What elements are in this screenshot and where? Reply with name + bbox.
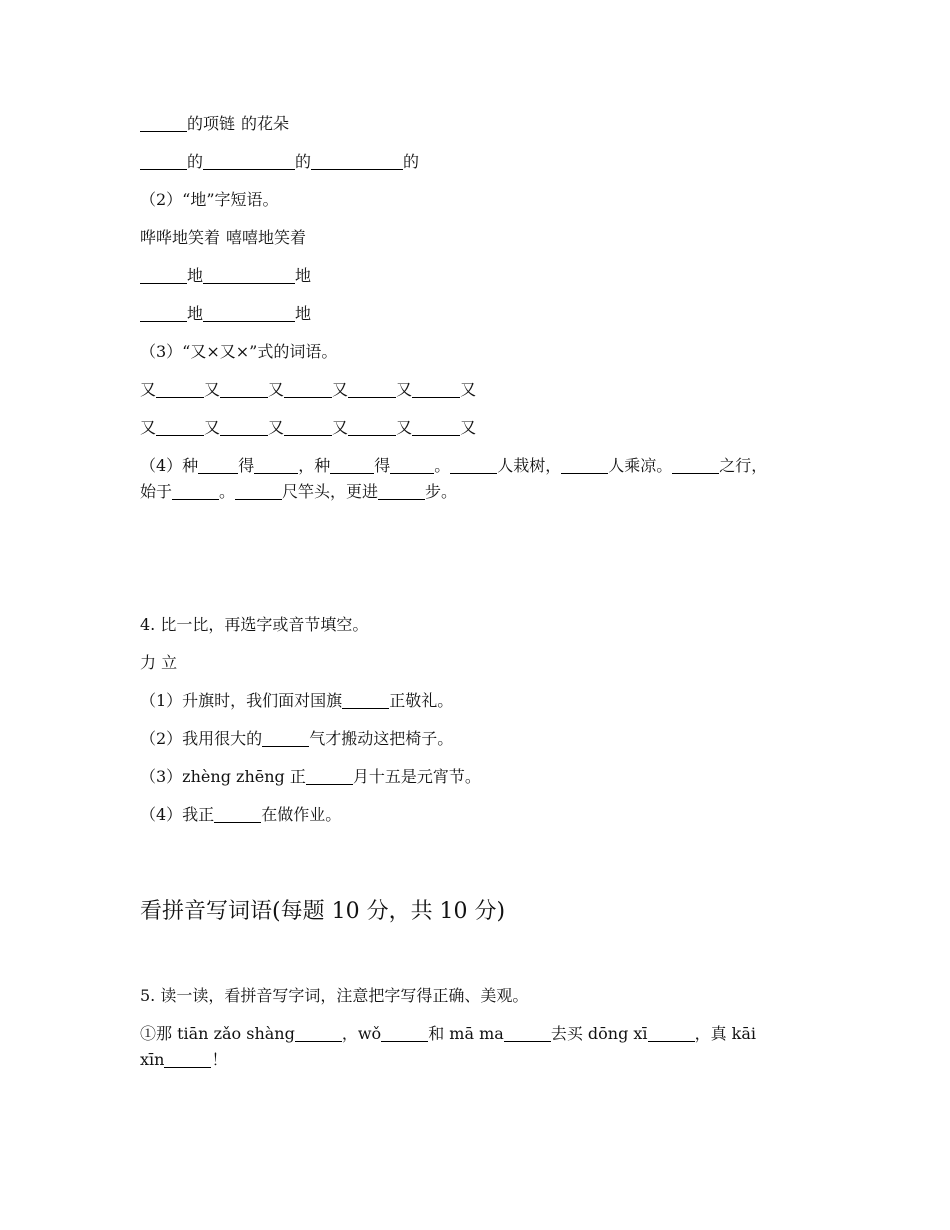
blank[interactable] <box>648 1025 695 1042</box>
text: 在做作业。 <box>261 805 342 824</box>
text: （4）种 <box>140 456 199 475</box>
text: （1）升旗时，我们面对国旗 <box>140 691 343 710</box>
you-char: 又 <box>140 418 157 437</box>
you-char: 又 <box>268 418 285 437</box>
choices: 力 立 <box>140 653 178 672</box>
text: 的 <box>403 152 420 171</box>
text: 地 <box>187 304 204 323</box>
text: 尺竿头，更进 <box>282 482 379 501</box>
blank[interactable] <box>164 1051 211 1068</box>
blank[interactable] <box>284 419 332 436</box>
text: 的项链 <box>187 114 236 133</box>
text: （4）我正 <box>140 805 215 824</box>
blank[interactable] <box>203 267 295 284</box>
blank[interactable] <box>140 305 187 322</box>
blank[interactable] <box>390 457 434 474</box>
blank[interactable] <box>284 381 332 398</box>
text: 人乘凉。 <box>608 456 673 475</box>
question-4-1 <box>140 691 453 711</box>
you-char: 又 <box>204 418 221 437</box>
question-3-4-line-1 <box>140 456 767 476</box>
question-4-4 <box>140 805 341 825</box>
blank[interactable] <box>412 381 460 398</box>
you-char: 又 <box>140 380 157 399</box>
text: ，wǒ <box>341 1024 382 1043</box>
blank[interactable] <box>330 457 374 474</box>
text: 。 <box>434 456 451 475</box>
text: 的花朵 <box>241 114 290 133</box>
text: 气才搬动这把椅子。 <box>309 729 454 748</box>
blank[interactable] <box>140 267 187 284</box>
text: 哗哗地笑着 <box>140 228 221 247</box>
text: 正敬礼。 <box>389 691 454 710</box>
question-3-2: （2）“地”字短语。 <box>140 190 279 209</box>
text: 和 mā ma <box>428 1024 504 1043</box>
text: 地 <box>295 266 312 285</box>
question-5-title: 5. 读一读，看拼音写字词，注意把字写得正确、美观。 <box>140 986 529 1005</box>
text: 嘻嘻地笑着 <box>226 228 307 247</box>
text: 的 <box>187 152 204 171</box>
text: 得 <box>238 456 255 475</box>
text: 得 <box>374 456 391 475</box>
you-char: 又 <box>268 380 285 399</box>
blank[interactable] <box>140 115 187 132</box>
blank[interactable] <box>295 1025 342 1042</box>
question-4-title: 4. 比一比，再选字或音节填空。 <box>140 615 369 634</box>
text: 始于 <box>140 482 173 501</box>
question-3-3: （3）“又×又×”式的词语。 <box>140 342 338 361</box>
section-heading: 看拼音写词语(每题 10 分，共 10 分) <box>140 899 506 924</box>
blank[interactable] <box>342 692 389 709</box>
blank[interactable] <box>156 419 204 436</box>
blank[interactable] <box>140 153 187 170</box>
text: 。 <box>219 482 236 501</box>
text: ！ <box>211 1050 228 1069</box>
text: ，真 kāi <box>694 1024 757 1043</box>
text: 的 <box>295 152 312 171</box>
text: xīn <box>140 1050 165 1069</box>
text: 之行， <box>719 456 768 475</box>
question-3-4-line-2 <box>140 482 457 502</box>
you-char: 又 <box>460 418 477 437</box>
blank[interactable] <box>561 457 608 474</box>
text: 地 <box>187 266 204 285</box>
blank[interactable] <box>412 419 460 436</box>
text: ①那 tiān zǎo shàng <box>140 1024 295 1043</box>
blank[interactable] <box>672 457 719 474</box>
blank[interactable] <box>203 305 295 322</box>
question-4-2 <box>140 729 453 749</box>
blank[interactable] <box>306 768 353 785</box>
phrase-line-1 <box>140 114 289 134</box>
blank[interactable] <box>235 483 282 500</box>
blank[interactable] <box>504 1025 551 1042</box>
you-char: 又 <box>460 380 477 399</box>
blank[interactable] <box>220 419 268 436</box>
di-row-2 <box>140 304 311 324</box>
blank[interactable] <box>381 1025 428 1042</box>
text: （3）zhèng zhēng 正 <box>140 767 306 786</box>
text: 步。 <box>425 482 458 501</box>
question-5-line-2 <box>140 1050 227 1070</box>
text: ，种 <box>298 456 331 475</box>
you-char: 又 <box>332 418 349 437</box>
blank[interactable] <box>450 457 497 474</box>
question-5-line-1 <box>140 1024 756 1044</box>
blank[interactable] <box>203 153 295 170</box>
question-4-3 <box>140 767 481 787</box>
you-row-2 <box>140 418 476 438</box>
you-char: 又 <box>396 418 413 437</box>
you-char: 又 <box>396 380 413 399</box>
blank[interactable] <box>214 806 261 823</box>
blank[interactable] <box>378 483 425 500</box>
text: 月十五是元宵节。 <box>352 767 481 786</box>
blank[interactable] <box>220 381 268 398</box>
blank[interactable] <box>172 483 219 500</box>
examples-di <box>140 228 306 248</box>
blank[interactable] <box>198 457 238 474</box>
text: 地 <box>295 304 312 323</box>
di-row-1 <box>140 266 311 286</box>
text: 人栽树， <box>497 456 562 475</box>
blank[interactable] <box>348 419 396 436</box>
blank[interactable] <box>311 153 403 170</box>
blank[interactable] <box>348 381 396 398</box>
text: 去买 dōng xī <box>550 1024 648 1043</box>
blank[interactable] <box>254 457 298 474</box>
text: （2）我用很大的 <box>140 729 263 748</box>
blank[interactable] <box>262 730 309 747</box>
phrase-line-2 <box>140 152 419 172</box>
you-char: 又 <box>204 380 221 399</box>
blank[interactable] <box>156 381 204 398</box>
you-row-1 <box>140 380 476 400</box>
you-char: 又 <box>332 380 349 399</box>
